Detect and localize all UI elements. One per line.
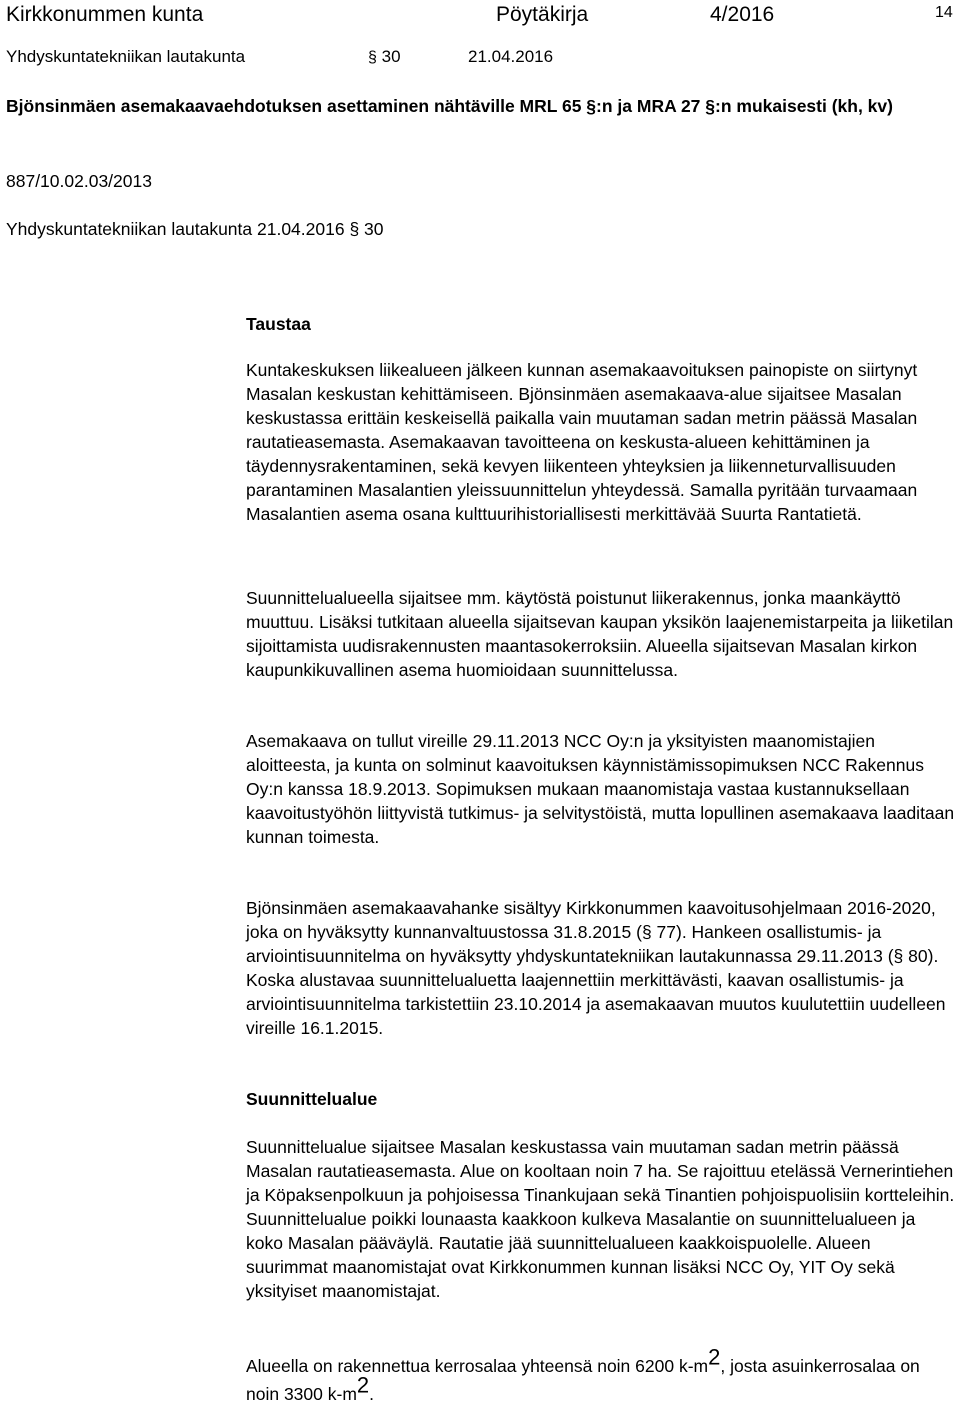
paragraph-text: Asemakaava on tullut vireille 29.11.2013 NCC Oy:n ja yksityisten maanomistajien aloitteesta, ja kunta on solminut kaavoituksen käynnistämissopimuksen NCC Rakennus Oy:n kanssa 18.9.2013. Sopimuksen mukaan maanomistaja vastaa kustannuksellaan kaavoitustyöhön liittyvistä tutkimus- ja selvitystöistä, mutta lopullinen asemakaava laaditaan kunnan toimesta. — [246, 731, 955, 847]
taustaa-paragraph-4 — [246, 896, 956, 1040]
municipality-name: Kirkkonummen kunta — [6, 3, 204, 26]
suunnittelualue-paragraph-2 — [246, 1344, 956, 1408]
committee-name: Yhdyskuntatekniikan lautakunta — [6, 47, 246, 66]
paragraph-text: Bjönsinmäen asemakaavahanke sisältyy Kirkkonummen kaavoitusohjelmaan 2016-2020, joka on hyväksytty kunnanvaltuustossa 31.8.2015 (§ 77). Hankeen osallistumis- ja arviointisuunnitelma on hyväksytty yhdyskuntatekniikan lautakunnassa 29.11.2013 (§ 80). Koska alustavaa suunnittelualuetta laajennettiin merkittävästi, kaavan osallistumis- ja arviointisuunnitelma tarkistettiin 23.10.2014 ja asemakaavan muutos kuulutettiin uudelleen vireille 16.1.2015. — [246, 898, 946, 1038]
section-symbol: § — [368, 49, 377, 66]
meeting-date: 21.04.2016 — [468, 47, 554, 66]
paragraph-text: Kuntakeskuksen liikealueen jälkeen kunnan asemakaavoituksen painopiste on siirtynyt Masalan keskustan kehittämiseen. Bjönsinmäen asemakaava-alue sijaitsee Masalan keskustassa erittäin keskeisellä paikalla vain muutaman sadan metrin päässä Masalan rautatieasemasta. Asemakaavan tavoitteena on keskusta-alueen kehittäminen ja täydennysrakentaminen, sekä kevyen liikenteen yhteyksien ja liikenneturvallisuuden parantaminen Masalantien yleissuunnittelun yhteydessä. Samalla pyritään turvaamaan Masalantien asema osana kulttuurihistoriallisesti merkittävää Suurta Rantatietä. — [246, 360, 918, 524]
suunnittelualue-paragraph-1 — [246, 1135, 956, 1303]
section-heading-taustaa: Taustaa — [246, 314, 311, 334]
section-number — [368, 46, 401, 69]
matter-title: Bjönsinmäen asemakaavaehdotuksen asettaminen nähtäville MRL 65 §:n ja MRA 27 §:n mukaisesti (kh, kv) — [6, 96, 893, 116]
text-part: . — [369, 1384, 375, 1404]
meeting-reference: Yhdyskuntatekniikan lautakunta 21.04.2016 § 30 — [6, 219, 384, 239]
document-number: 4/2016 — [710, 3, 775, 26]
taustaa-paragraph-1 — [246, 358, 956, 526]
document-type: Pöytäkirja — [496, 3, 589, 26]
page-number: 14 — [935, 4, 953, 21]
diary-number: 887/10.02.03/2013 — [6, 171, 152, 191]
superscript: 2 — [356, 1372, 370, 1398]
taustaa-paragraph-3 — [246, 729, 956, 849]
taustaa-paragraph-2 — [246, 586, 956, 682]
superscript: 2 — [708, 1344, 721, 1370]
paragraph-text: Suunnittelualue sijaitsee Masalan keskustassa vain muutaman sadan metrin päässä Masalan rautatieasemasta. Alue on kooltaan noin 7 ha. Se rajoittuu etelässä Vernerintiehen ja Köpaksenpolkuun ja pohjoisessa Tinankujaan sekä Tinantien pohjoispuolisiin kortteleihin. Suunnittelualue poikki lounaasta kaakkoon kulkeva Masalantie on suunnittelualueen ja koko Masalan pääväylä. Rautatie jää suunnittelualueen kaakkoispuolelle. Alueen suurimmat maanomistajat ovat Kirkkonummen kunnan lisäksi NCC Oy, YIT Oy sekä yksityiset maanomistajat. — [246, 1137, 955, 1301]
paragraph-text — [246, 1344, 956, 1408]
paragraph-text: Suunnittelualueella sijaitsee mm. käytöstä poistunut liikerakennus, jonka maankäyttö muuttuu. Lisäksi tutkitaan alueella sijaitsevan kaupan yksikön laajenemistarpeita ja liiketilan sijoittamista uudisrakennusten maantasokerroksiin. Alueella sijaitsevan Masalan kirkon kaupunkikuvallinen asema huomioidaan suunnittelussa. — [246, 588, 954, 680]
section-value: 30 — [381, 47, 401, 66]
text-part: Alueella on rakennettua kerrosalaa yhteensä noin 6200 k-m — [246, 1356, 709, 1376]
text-part: , josta asuinkerrosalaa on noin 3300 k-m — [246, 1356, 920, 1404]
section-heading-suunnittelualue: Suunnittelualue — [246, 1089, 378, 1109]
